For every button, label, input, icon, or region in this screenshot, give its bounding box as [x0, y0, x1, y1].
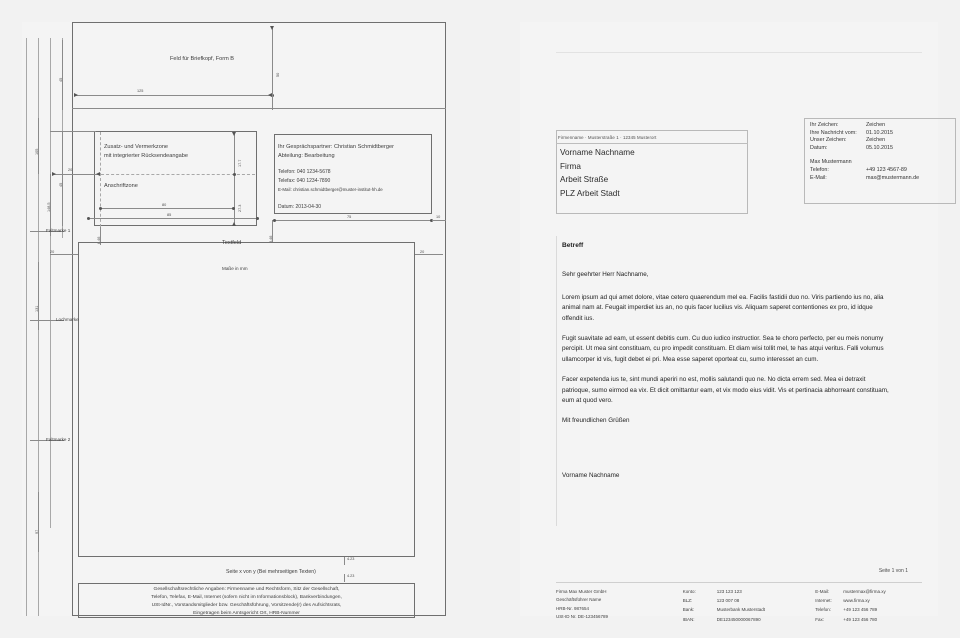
- info-value: 05.10.2015: [866, 144, 893, 151]
- footer-column-contact: [815, 588, 928, 625]
- info-row: [810, 122, 919, 130]
- footer-value: mustermax@firma.xy: [843, 589, 886, 594]
- footer-key: Fax:: [815, 616, 824, 622]
- dim-line-97: [38, 492, 39, 552]
- closing: Mit freundlichen Grüßen: [562, 417, 630, 425]
- witness-line: [50, 38, 51, 528]
- footer-company-line: Geschäftsführer Name: [556, 597, 602, 603]
- dim-arrow: [96, 172, 100, 176]
- dim-line-17-27: [234, 132, 235, 226]
- footer-company-line: Firma Max Muster GmbH: [556, 589, 607, 594]
- dim-arrow: [74, 93, 78, 97]
- footer-value: Musterbank Musterstadt: [716, 607, 766, 613]
- dim-20-left-text: 20: [50, 250, 55, 254]
- letter-body: [562, 270, 892, 481]
- dim-17-7: 17.7: [238, 159, 242, 167]
- legal-line-3: USt-IdNr., Vorstandsmitglieder bzw. Geschäftsführung, Vorsitzende(r) des Aufsichtsrats,: [151, 603, 342, 608]
- legal-line-1: Gesellschaftsrechtliche Angaben: Firmenname und Rechtsform, Sitz der Gesellschaft,: [153, 587, 340, 592]
- dim-arrow: [52, 172, 56, 176]
- textfeld-box: [78, 242, 415, 557]
- anschrift-left-guide: [100, 132, 101, 227]
- info-row: [810, 175, 919, 183]
- footer-key: BLZ:: [682, 598, 693, 604]
- letter-top-rule: [556, 52, 922, 53]
- footer-rule: [556, 582, 922, 583]
- address-line-3: Arbeit Straße: [560, 175, 609, 185]
- dim-80: 80: [162, 203, 167, 207]
- dim-point: [87, 217, 90, 220]
- footer-company-line: USt-ID Nr. DE-123456789: [556, 613, 609, 619]
- info-spacer: [810, 152, 919, 159]
- label-briefkopf: Feld für Briefkopf, Form B: [170, 56, 235, 62]
- dim-tie: [50, 131, 96, 132]
- footer-value: 123 007 08: [716, 598, 740, 604]
- info-key: Ihr Zeichen:: [810, 122, 839, 128]
- information-block: [810, 122, 919, 182]
- dim-20-right-text: 20: [420, 250, 425, 254]
- footer-value: +49 123 456 789: [843, 607, 878, 613]
- dim-20-left: 20: [68, 168, 73, 172]
- address-line-2: Firma: [560, 161, 581, 171]
- dim-point: [99, 207, 102, 210]
- legal-line-4: Eingetragen beim Amtsgericht Ort, HRB-Nummer: [193, 611, 300, 616]
- footer-row: [683, 606, 765, 615]
- label-textfeld: Textfeld: [222, 240, 242, 246]
- label-faltmarke-1: Faltmarke 1: [46, 228, 71, 233]
- din5008-technical-drawing: [22, 22, 446, 616]
- label-vermerkzone-line2: mit integrierter Rücksendeangabe: [104, 153, 188, 159]
- info-row: [810, 167, 919, 175]
- dim-4-23-a: 4.23: [347, 557, 355, 561]
- footer-value: +49 123 456 780: [843, 616, 878, 622]
- footer-key: IBAN:: [682, 616, 695, 622]
- body-paragraph: Facer expetenda ius te, sint mundi aperiri no est, mollis salutandi quo ne. No dicta errem sed. Mea ei detraxit patrioque, sumo eirmod ea vix. Et dicit omittantur eam, et vix modo eius vidit. Vis et pertinacia abhorreant constituam, eum at quod vero.: [562, 376, 889, 404]
- signature-name: Vorname Nachname: [562, 471, 620, 479]
- briefkopf-bottom-edge: [72, 108, 446, 109]
- dim-line-20-left: [50, 254, 78, 255]
- footer-value: DE123450000067890: [716, 616, 761, 622]
- info-line-5: E-Mail: christian.schmidtberger@muster-institut-hh.de: [278, 187, 383, 192]
- info-key: E-Mail:: [810, 174, 827, 181]
- dim-45-mid: 45: [59, 182, 63, 187]
- dim-85: 85: [167, 213, 172, 217]
- label-masse-in-mm: Maße in mm: [222, 266, 248, 271]
- sender-return-line: Firmenname · Musterstraße 1 · 12345 Musterort: [558, 135, 657, 140]
- footer-key: Konto:: [682, 589, 696, 594]
- dim-75: 75: [347, 215, 352, 219]
- page-number: Seite 1 von 1: [878, 568, 908, 574]
- rendered-letter: [520, 22, 938, 622]
- info-row: [810, 145, 919, 153]
- dim-10: 10: [436, 215, 441, 219]
- dim-line-105: [38, 118, 39, 174]
- label-seite-x-von-y: Seite x von y (Bei mehrseitigen Texten): [226, 569, 316, 575]
- label-anschriftzone: Anschriftzone: [104, 183, 138, 189]
- dim-arrow: [232, 132, 236, 136]
- label-lochmarke: Lochmarke: [56, 317, 79, 322]
- footer-row: [815, 588, 886, 597]
- dim-131: 131: [35, 305, 39, 312]
- body-paragraph: Fugit suavitate ad eam, ut essent debitis cum. Cu duo iudico instructior. Sea te choro perfecto, per eu meis nonumy percipit. Ut mea sint constituam, cu pro impedit constituam. Et diam wisi tollit mel, te has atqui veritus. Falli volumus ullamcorper id vis, fugit debet ei pri. Mea esse saperet oporteat cu, sumo interesset an cum.: [562, 335, 884, 363]
- info-line-3: Telefon: 040 1234-5678: [278, 169, 331, 175]
- footer-key: Internet:: [815, 598, 832, 604]
- sender-rule: [556, 143, 748, 144]
- info-value: Zeichen: [866, 137, 886, 144]
- dim-point: [273, 219, 276, 222]
- dim-45-top: 45: [59, 77, 63, 82]
- dim-line-50: [272, 26, 273, 110]
- dim-line-75: [274, 220, 432, 221]
- info-key: Unser Zeichen:: [810, 137, 847, 144]
- footer-row: [815, 597, 886, 606]
- dim-97: 97: [35, 529, 39, 534]
- label-faltmarke-2: Faltmarke 2: [46, 437, 71, 442]
- footer-row: [683, 588, 765, 597]
- body-paragraph: Lorem ipsum ad qui amet dolore, vitae cetero quaerendum mel ea. Facilis fastidii duo no. Viris partiendo ius no, alia animal nam at. Feugait imperdiet ius an, no quis facer lucilius vis. Aliquam saperet contentiones ex pro, id idque offendit ius.: [562, 294, 884, 322]
- letter-body-left-guide: [556, 236, 557, 526]
- dim-line-20-right: [415, 254, 443, 255]
- dim-105: 105: [35, 148, 39, 155]
- footer-row: [815, 616, 886, 625]
- dim-line-80: [100, 208, 234, 209]
- info-value: +49 123 4567-89: [866, 166, 907, 173]
- dim-arrow: [232, 222, 236, 226]
- info-line-2: Abteilung: Bearbeitung: [278, 153, 335, 159]
- footer-company-line: HRB-Nr. 987654: [556, 605, 590, 611]
- contact-name: Max Mustermann: [810, 159, 852, 166]
- recipient-address: [560, 146, 635, 200]
- info-line-6: Datum: 2013-04-30: [278, 204, 322, 210]
- info-key: Ihre Nachricht vom:: [810, 129, 857, 136]
- vermerkzone-divider: [96, 174, 255, 175]
- footer-row: [683, 597, 765, 606]
- dim-point: [232, 207, 235, 210]
- footer-value: 123 123 123: [716, 589, 742, 594]
- dim-line-20: [52, 174, 100, 175]
- info-row: [810, 137, 919, 145]
- dim-4-23-b: 4.23: [347, 574, 355, 578]
- footer-key: Bank:: [682, 607, 695, 613]
- info-row: [810, 130, 919, 138]
- dim-line-10: [432, 220, 446, 221]
- dim-arrow: [270, 26, 274, 30]
- footer-key: Telefon:: [815, 607, 831, 613]
- footer-column-company: [556, 588, 669, 625]
- subject-line: Betreff: [562, 242, 584, 249]
- info-value: Zeichen: [866, 122, 886, 128]
- dim-8-46-right: 8.46: [269, 235, 273, 243]
- dim-line-4-23-a: [344, 557, 345, 565]
- dim-line-125: [74, 95, 272, 96]
- footer-row: [683, 616, 765, 625]
- letter-footer: [556, 588, 928, 625]
- salutation: Sehr geehrter Herr Nachname,: [562, 271, 649, 278]
- dim-line-85: [88, 218, 258, 219]
- info-key: Datum:: [810, 144, 828, 151]
- label-vermerkzone-line1: Zusatz- und Vermerkzone: [104, 144, 169, 150]
- dim-point: [233, 173, 236, 176]
- dim-125: 125: [137, 89, 144, 93]
- address-line-1: Vorname Nachname: [560, 148, 635, 157]
- dim-line-45-mid: [62, 132, 63, 226]
- dim-50: 50: [276, 72, 280, 77]
- dim-point: [256, 217, 259, 220]
- dim-148-5: 148.5: [47, 202, 51, 212]
- info-value: 01.10.2015: [866, 129, 893, 136]
- dim-line-4-23-b: [344, 574, 345, 582]
- info-key: Telefon:: [810, 166, 829, 173]
- witness-line: [26, 38, 27, 616]
- footer-key: E-Mail:: [815, 589, 830, 594]
- footer-column-bank: [683, 588, 801, 625]
- info-value: max@mustermann.de: [866, 174, 920, 181]
- dim-8-46-left: 8.46: [97, 236, 101, 244]
- info-line-1: Ihr Gesprächspartner: Christian Schmidtberger: [278, 144, 394, 150]
- legal-line-2: Telefon, Telefax, E-Mail, Internet (sofern nicht im Informationsblock), Bankverbindungen,: [151, 595, 342, 600]
- info-line-4: Telefax: 040 1234-7890: [278, 178, 331, 184]
- dim-27-3: 27.3: [238, 204, 242, 212]
- address-line-4: PLZ Arbeit Stadt: [560, 188, 620, 198]
- footer-value: www.firma.xy: [843, 598, 870, 604]
- info-contact-name-row: [810, 159, 919, 167]
- dim-line-131: [38, 262, 39, 330]
- footer-row: [815, 606, 886, 615]
- dim-line-45-top: [62, 40, 63, 110]
